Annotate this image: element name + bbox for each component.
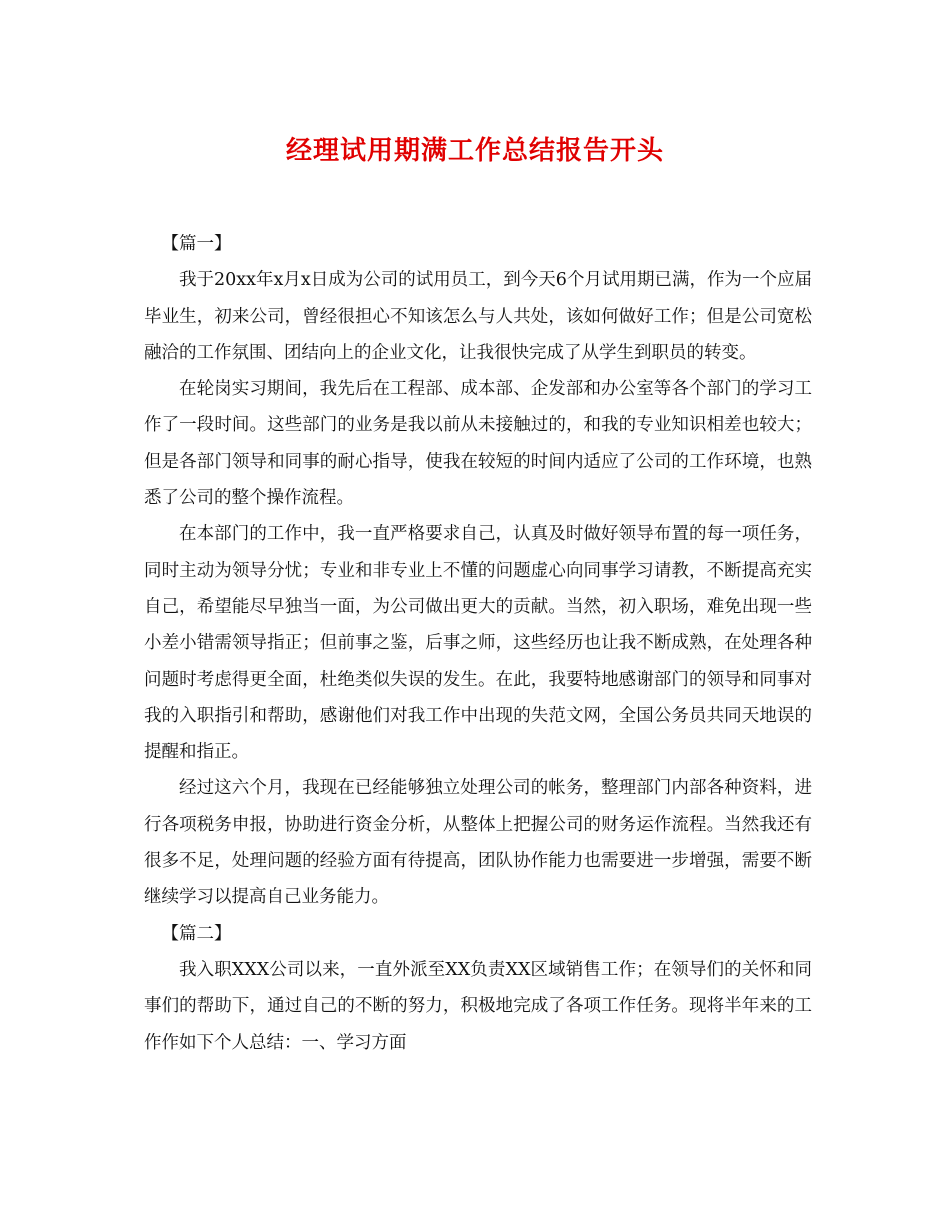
- paragraph-1-1: 我于20xx年x月x日成为公司的试用员工，到今天6个月试用期已满，作为一个应届毕业生，初来公司，曾经很担心不知该怎么与人共处，该如何做好工作；但是公司宽松融洽的工作氛围、团结向上的企业文化，让我很快完成了从学生到职员的转变。: [144, 270, 812, 363]
- section-heading-2: 【篇二】: [161, 923, 232, 944]
- paragraph-1-2: 在轮岗实习期间，我先后在工程部、成本部、企发部和办公室等各个部门的学习工作了一段时间。这些部门的业务是我以前从未接触过的，和我的专业知识相差也较大；但是各部门领导和同事的耐心指导，使我在较短的时间内适应了公司的工作环境，也熟悉了公司的整个操作流程。: [144, 379, 812, 509]
- document-body: [144, 226, 812, 1061]
- section-heading-1: 【篇一】: [161, 234, 232, 254]
- paragraph-1-3: 在本部门的工作中，我一直严格要求自己，认真及时做好领导布置的每一项任务，同时主动为领导分忧；专业和非专业上不懂的问题虚心向同事学习请教，不断提高充实自己，希望能尽早独当一面，为公司做出更大的贡献。当然，初入职场，难免出现一些小差小错需领导指正；但前事之鉴，后事之师，这些经历也让我不断成熟，在处理各种问题时考虑得更全面，杜绝类似失误的发生。在此，我要特地感谢部门的领导和同事对我的入职指引和帮助，感谢他们对我工作中出现的失范文网，全国公务员共同天地误的提醒和指正。: [144, 524, 812, 763]
- paragraph-1-4: 经过这六个月，我现在已经能够独立处理公司的帐务，整理部门内部各种资料，进行各项税务申报，协助进行资金分析，从整体上把握公司的财务运作流程。当然我还有很多不足，处理问题的经验方面有待提高，团队协作能力也需要进一步增强，需要不断继续学习以提高自己业务能力。: [144, 778, 812, 908]
- document-title: 经理试用期满工作总结报告开头: [285, 136, 664, 166]
- paragraph-2-1: 我入职XXX公司以来，一直外派至XX负责XX区域销售工作；在领导们的关怀和同事们的帮助下，通过自己的不断的努力，积极地完成了各项工作任务。现将半年来的工作作如下个人总结：一、学习方面: [144, 959, 812, 1053]
